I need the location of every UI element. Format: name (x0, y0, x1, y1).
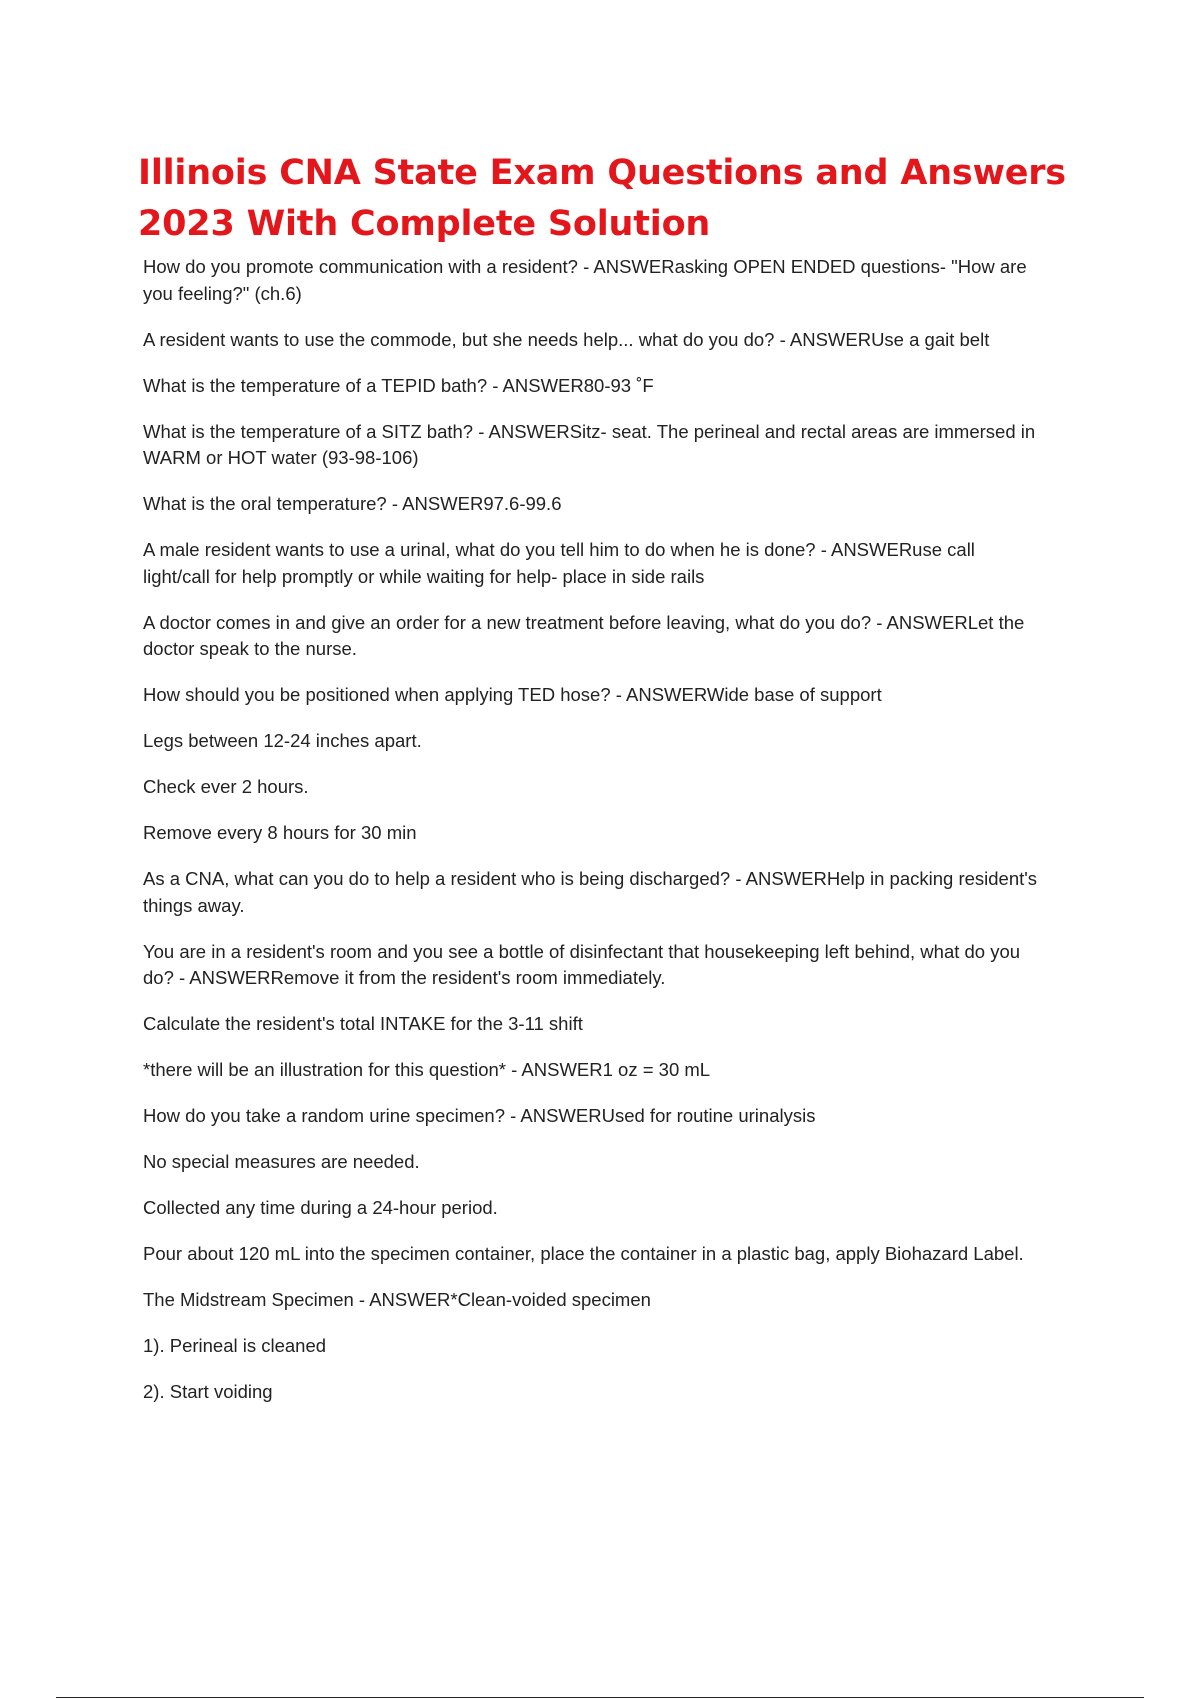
qa-item: Calculate the resident's total INTAKE for the 3-11 shift (143, 1013, 583, 1034)
qa-item: Check ever 2 hours. (143, 776, 309, 797)
qa-item: A doctor comes in and give an order for a new treatment before leaving, what do you do? - ANSWERLet the doctor speak to the nurse. (143, 611, 1025, 659)
qa-item: 1). Perineal is cleaned (143, 1335, 327, 1356)
qa-item: A resident wants to use the commode, but she needs help... what do you do? - ANSWERUse a gait belt (143, 328, 990, 350)
qa-item: The Midstream Specimen - ANSWER*Clean-voided specimen (143, 1289, 651, 1310)
qa-list (143, 254, 1043, 1425)
qa-item: 2). Start voiding (143, 1381, 273, 1402)
qa-item: A male resident wants to use a urinal, what do you tell him to do when he is done? - ANSWERuse call light/call for help promptly or while waiting for help- place in side rails (143, 539, 975, 587)
qa-item: Pour about 120 mL into the specimen container, place the container in a plastic bag, apply Biohazard Label. (143, 1243, 1024, 1264)
document-title-line-2: 2023 With Complete Solution (138, 204, 711, 244)
qa-item: No special measures are needed. (143, 1151, 420, 1172)
qa-item: What is the temperature of a TEPID bath? - ANSWER80-93 ˚F (143, 374, 654, 396)
document-title-line-1: Illinois CNA State Exam Questions and Answers (138, 153, 1066, 193)
qa-item: Legs between 12-24 inches apart. (143, 730, 422, 751)
qa-item: What is the oral temperature? - ANSWER97.6-99.6 (143, 493, 562, 514)
qa-item: How should you be positioned when applying TED hose? - ANSWERWide base of support (143, 684, 882, 705)
qa-item: Collected any time during a 24-hour period. (143, 1197, 498, 1218)
qa-item: *there will be an illustration for this question* - ANSWER1 oz = 30 mL (143, 1059, 711, 1080)
document-title (138, 148, 1098, 250)
qa-item: How do you take a random urine specimen? - ANSWERUsed for routine urinalysis (143, 1105, 816, 1126)
qa-item: You are in a resident's room and you see a bottle of disinfectant that housekeeping left behind, what do you do? - ANSWERRemove it from the resident's room immediately. (143, 940, 1021, 988)
qa-item: What is the temperature of a SITZ bath? - ANSWERSitz- seat. The perineal and rectal areas are immersed in WARM or HOT water (93-98-106) (143, 420, 1036, 468)
qa-item: As a CNA, what can you do to help a resident who is being discharged? - ANSWERHelp in packing resident's things away. (143, 868, 1038, 916)
qa-item: Remove every 8 hours for 30 min (143, 822, 417, 843)
footer-divider (56, 1697, 1144, 1698)
qa-item: How do you promote communication with a resident? - ANSWERasking OPEN ENDED questions- "How are you feeling?" (ch.6) (143, 256, 1027, 304)
